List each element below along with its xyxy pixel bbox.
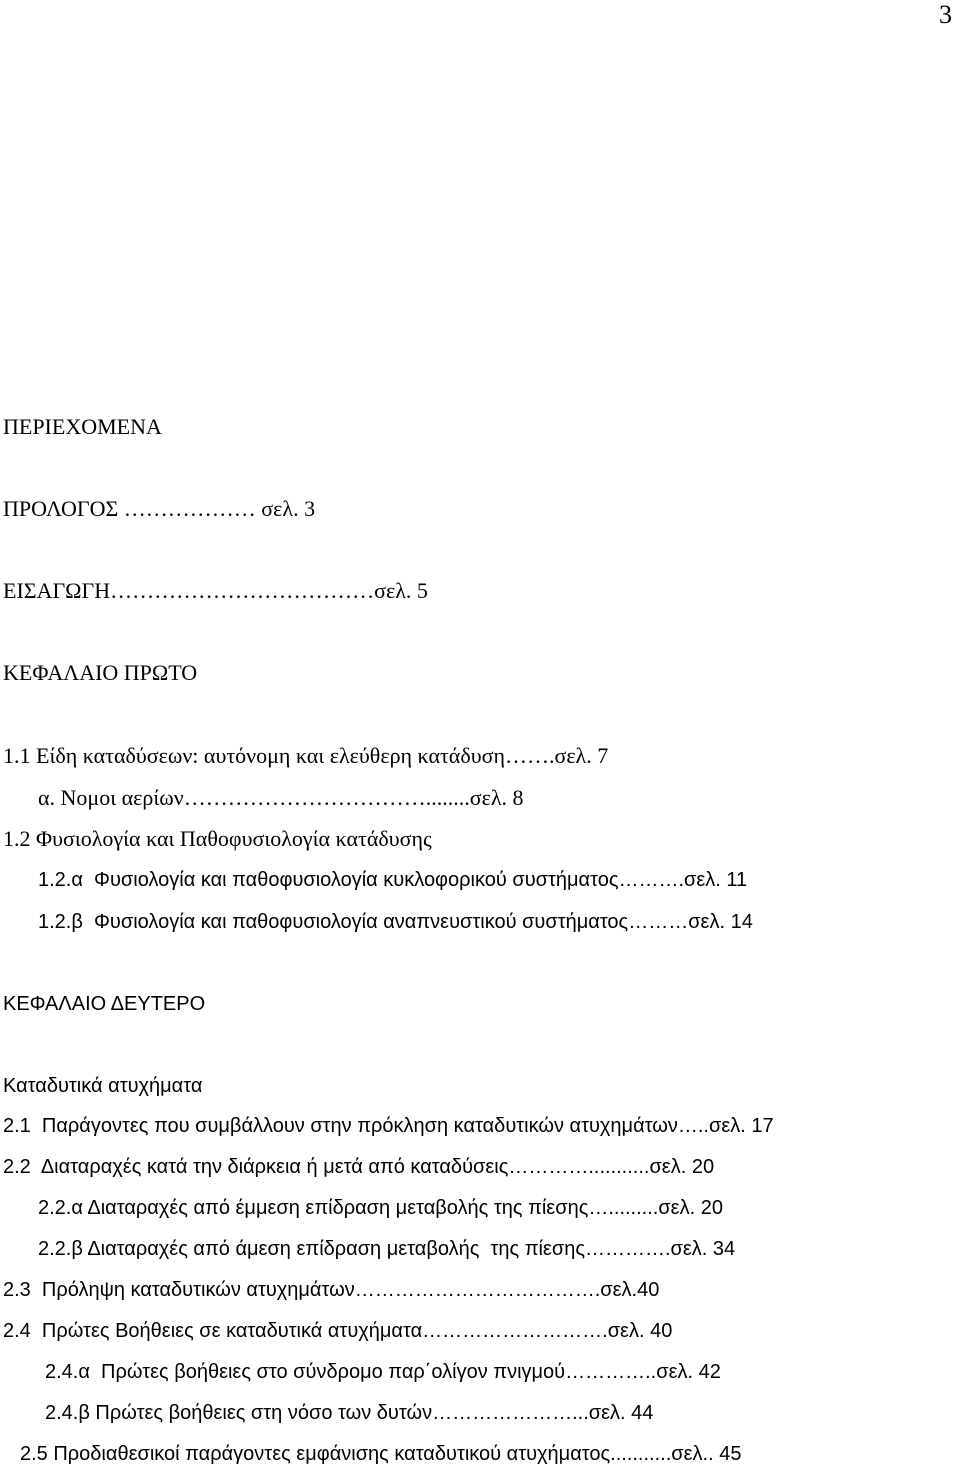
toc-entry-prologue: ΠΡΟΛΟΓΟΣ ……………… σελ. 3: [3, 496, 316, 521]
toc-entry-2-1: 2.1 Παράγοντες που συμβάλλουν στην πρόκληση καταδυτικών ατυχημάτων…..σελ. 17: [3, 1115, 774, 1137]
toc-entry-introduction: ΕΙΣΑΓΩΓΗ………………………………σελ. 5: [3, 578, 428, 603]
toc-entry-1-a: α. Νομοι αερίων……………………………........σελ. 8: [38, 785, 524, 810]
toc-entry-2-4-b: 2.4.β Πρώτες βοήθειες στη νόσο των δυτών…………………...σελ. 44: [45, 1402, 654, 1424]
chapter-two-title: ΚΕΦΑΛΑΙΟ ΔΕΥΤΕΡΟ: [3, 993, 206, 1015]
toc-entry-2-5: 2.5 Προδιαθεσικοί παράγοντες εμφάνισης καταδυτικού ατυχήματος...........σελ.. 45: [20, 1443, 742, 1465]
page-number: 3: [939, 0, 952, 29]
toc-entry-1-2-b: 1.2.β Φυσιολογία και παθοφυσιολογία αναπνευστικού συστήματος………σελ. 14: [38, 911, 753, 933]
toc-entry-2-4: 2.4 Πρώτες Βοήθειες σε καταδυτικά ατυχήματα……………………….σελ. 40: [3, 1320, 673, 1342]
toc-entry-2-4-a: 2.4.α Πρώτες βοήθειες στο σύνδρομο παρ΄ολίγον πνιγμού…………..σελ. 42: [45, 1361, 721, 1383]
toc-heading: ΠΕΡΙΕΧΟΜΕΝΑ: [3, 414, 162, 439]
toc-entry-2-2-a: 2.2.α Διαταραχές από έμμεση επίδραση μεταβολής της πίεσης….........σελ. 20: [38, 1197, 723, 1219]
toc-entry-2-3: 2.3 Πρόληψη καταδυτικών ατυχημάτων……………………………….σελ.40: [3, 1279, 660, 1301]
toc-entry-1-2: 1.2 Φυσιολογία και Παθοφυσιολογία κατάδυσης: [3, 826, 432, 851]
toc-entry-1-1: 1.1 Είδη καταδύσεων: αυτόνομη και ελεύθερη κατάδυση…….σελ. 7: [3, 743, 609, 768]
toc-entry-2-2: 2.2 Διαταραχές κατά την διάρκεια ή μετά από καταδύσεις…………...........σελ. 20: [3, 1156, 715, 1178]
chapter-two-subtitle: Καταδυτικά ατυχήματα: [3, 1075, 203, 1097]
toc-entry-1-2-a: 1.2.α Φυσιολογία και παθοφυσιολογία κυκλοφορικού συστήματος……….σελ. 11: [38, 869, 748, 891]
toc-entry-2-2-b: 2.2.β Διαταραχές από άμεση επίδραση μεταβολής της πίεσης………….σελ. 34: [38, 1238, 736, 1260]
chapter-one-title: ΚΕΦΑΛΑΙΟ ΠΡΩΤΟ: [3, 660, 198, 685]
